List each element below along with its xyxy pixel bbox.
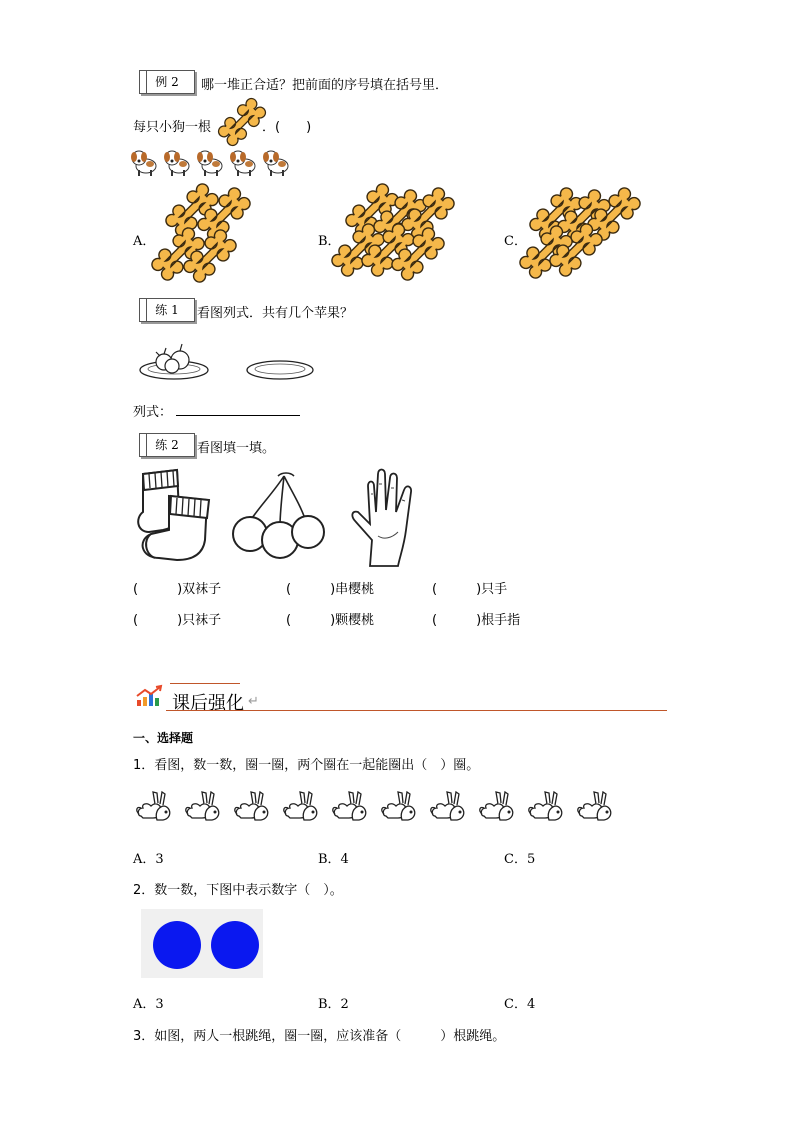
bone-icon xyxy=(222,106,262,136)
cherry-count-blank[interactable]: ( )颗樱桃 xyxy=(286,613,375,628)
option-b-label: B． xyxy=(318,234,341,249)
example-question-prefix: 每只小狗一根 xyxy=(133,120,212,135)
socks-pairs-blank[interactable]: ( )双袜子 xyxy=(133,582,222,597)
question-1: 1．看图，数一数，圈一圈，两个圈在一起能圈出（ ）圈。 xyxy=(133,758,480,773)
practice1-tag: 练 1 xyxy=(139,298,195,322)
chart-growth-icon xyxy=(136,686,164,708)
q2-option-b[interactable]: B．2 xyxy=(318,997,349,1012)
finger-count-blank[interactable]: ( )根手指 xyxy=(432,613,521,628)
blue-circle xyxy=(211,921,259,969)
practice2-title: 看图填一填。 xyxy=(197,441,276,456)
cherries-picture xyxy=(228,472,328,562)
q1-option-b[interactable]: B．4 xyxy=(318,852,349,867)
hand-picture xyxy=(342,466,427,571)
practice2-tag: 练 2 xyxy=(139,433,195,457)
q2-option-c[interactable]: C．4 xyxy=(504,997,536,1012)
question-2: 2．数一数，下图中表示数字（ ）。 xyxy=(133,883,343,898)
option-a-label: A． xyxy=(133,234,156,249)
heading-overline xyxy=(170,683,240,684)
blue-circles-picture xyxy=(141,909,263,978)
q2-option-a[interactable]: A．3 xyxy=(133,997,164,1012)
formula-label: 列式： xyxy=(133,405,173,420)
return-mark-icon: ↵ xyxy=(248,694,259,709)
q1-option-c[interactable]: C．5 xyxy=(504,852,536,867)
homework-heading: 课后强化 xyxy=(172,693,244,714)
bones-group-c[interactable] xyxy=(522,188,642,278)
example-title: 哪一堆正合适？把前面的序号填在括号里． xyxy=(201,78,449,93)
heading-underline xyxy=(166,710,667,711)
practice1-title: 看图列式．共有几个苹果？ xyxy=(197,306,354,321)
option-c-label: C． xyxy=(504,234,527,249)
single-socks-blank[interactable]: ( )只袜子 xyxy=(133,613,222,628)
plate-with-apples xyxy=(138,338,213,383)
section-title: 一、选择题 xyxy=(133,731,194,745)
example-tag: 例 2 xyxy=(139,70,195,94)
rabbits-picture xyxy=(135,790,635,826)
formula-answer-line[interactable] xyxy=(176,414,300,416)
bones-group-b[interactable] xyxy=(336,188,456,278)
dogs-picture xyxy=(132,148,302,180)
bones-group-a[interactable] xyxy=(150,188,260,278)
cherry-bunch-blank[interactable]: ( )串樱桃 xyxy=(286,582,375,597)
empty-plate xyxy=(246,356,316,386)
hand-count-blank[interactable]: ( )只手 xyxy=(432,582,508,597)
q1-option-a[interactable]: A．3 xyxy=(133,852,164,867)
socks-picture xyxy=(133,466,213,566)
example-question-suffix: ．( ) xyxy=(262,120,312,135)
blue-circle xyxy=(153,921,201,969)
question-3: 3．如图，两人一根跳绳，圈一圈，应该准备（ ）根跳绳。 xyxy=(133,1029,506,1044)
